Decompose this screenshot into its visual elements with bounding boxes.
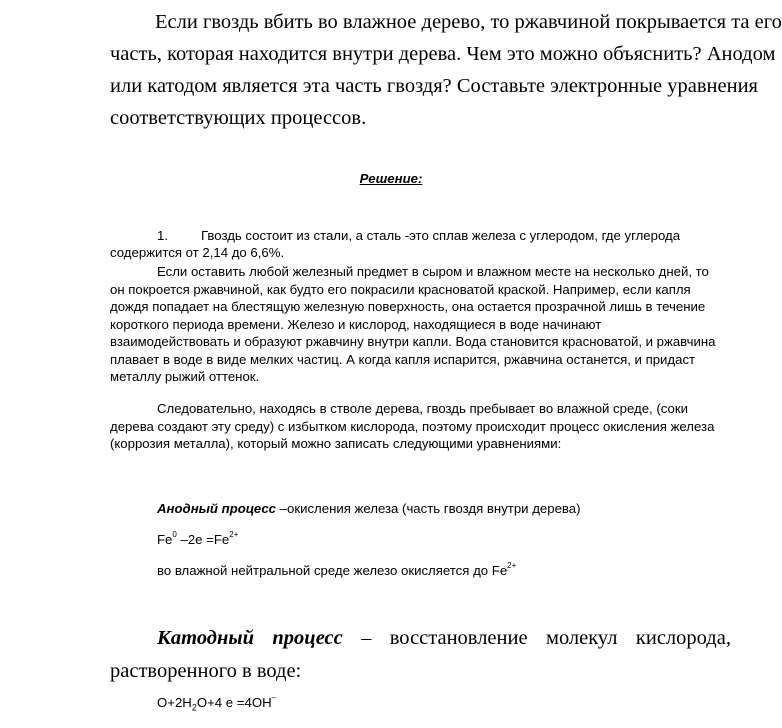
- eq-part: O+4 е =4OH: [196, 695, 272, 710]
- anode-description: –окисления железа (часть гвоздя внутри дерева): [276, 501, 581, 516]
- eq-part: Fe: [157, 532, 173, 547]
- cathode-word: кислорода,: [635, 627, 731, 649]
- eq-subscript: 2: [191, 702, 197, 713]
- paragraph-line: (коррозия металла), который можно записать следующими уравнениями:: [110, 436, 562, 451]
- cathode-heading: [157, 622, 731, 654]
- anode-equation: [157, 532, 238, 547]
- problem-line: Если гвоздь вбить во влажное дерево, то ржавчиной покрывается та его: [155, 11, 782, 33]
- problem-line: часть, которая находится внутри дерева. Чем это можно объяснить? Анодом: [110, 43, 776, 65]
- paragraph-line: плавает в воде в виде мелких частиц. А когда капля испарится, ржавчина останется, и придаст: [110, 352, 696, 367]
- paragraph-line: дождя попадает на блестящую железную поверхность, она остается прозрачной лишь в течение: [110, 299, 706, 314]
- cathode-word: восстановление: [389, 627, 528, 649]
- paragraph-line: Если оставить любой железный предмет в сыром и влажном месте на несколько дней, то: [157, 264, 709, 279]
- note-superscript: 2+: [507, 561, 517, 570]
- cathode-equation: [157, 695, 276, 713]
- anode-heading: [157, 501, 581, 516]
- anode-note: [157, 563, 516, 578]
- paragraph-line: он покроется ржавчиной, как будто его покрасили красноватой краской. Например, если капля: [110, 282, 691, 297]
- eq-superscript: 2+: [229, 530, 239, 539]
- problem-line: или катодом является эта часть гвоздя? Составьте электронные уравнения: [110, 75, 758, 97]
- paragraph-line: дерева создают эту среду) с избытком кислорода, поэтому происходит процесс окисления железа: [110, 419, 715, 434]
- cathode-label-word: процесс: [272, 627, 343, 649]
- cathode-label: Катодный: [157, 627, 254, 649]
- paragraph-line: взаимодействовать и образуют ржавчину внутри капли. Вода становится красноватой, и ржавчина: [110, 334, 716, 349]
- eq-superscript: –: [271, 693, 277, 702]
- problem-line: соответствующих процессов.: [110, 107, 367, 129]
- anode-label: Анодный процесс: [157, 501, 276, 516]
- cathode-dash: –: [361, 627, 372, 649]
- item-number: 1.: [157, 228, 168, 243]
- eq-part: –2e =Fe: [176, 532, 230, 547]
- paragraph-line: Следовательно, находясь в стволе дерева, гвоздь пребывает во влажной среде, (соки: [157, 401, 688, 416]
- paragraph-line: металлу рыжий оттенок.: [110, 369, 260, 384]
- cathode-line2: растворенного в воде:: [110, 660, 302, 682]
- eq-superscript: 0: [172, 530, 177, 539]
- item-text-line: содержится от 2,14 до 6,6%.: [110, 245, 285, 260]
- eq-part: O+2H: [157, 695, 192, 710]
- problem-statement: [110, 6, 782, 134]
- solution-title: Решение:: [359, 171, 423, 186]
- cathode-word: молекул: [545, 627, 618, 649]
- paragraph-line: короткого периода времени. Железо и кислород, находящиеся в воде начинают: [110, 317, 602, 332]
- item-text-line: Гвоздь состоит из стали, а сталь -это сплав железа с углеродом, где углерода: [201, 228, 681, 243]
- note-text: во влажной нейтральной среде железо окисляется до Fe: [157, 563, 508, 578]
